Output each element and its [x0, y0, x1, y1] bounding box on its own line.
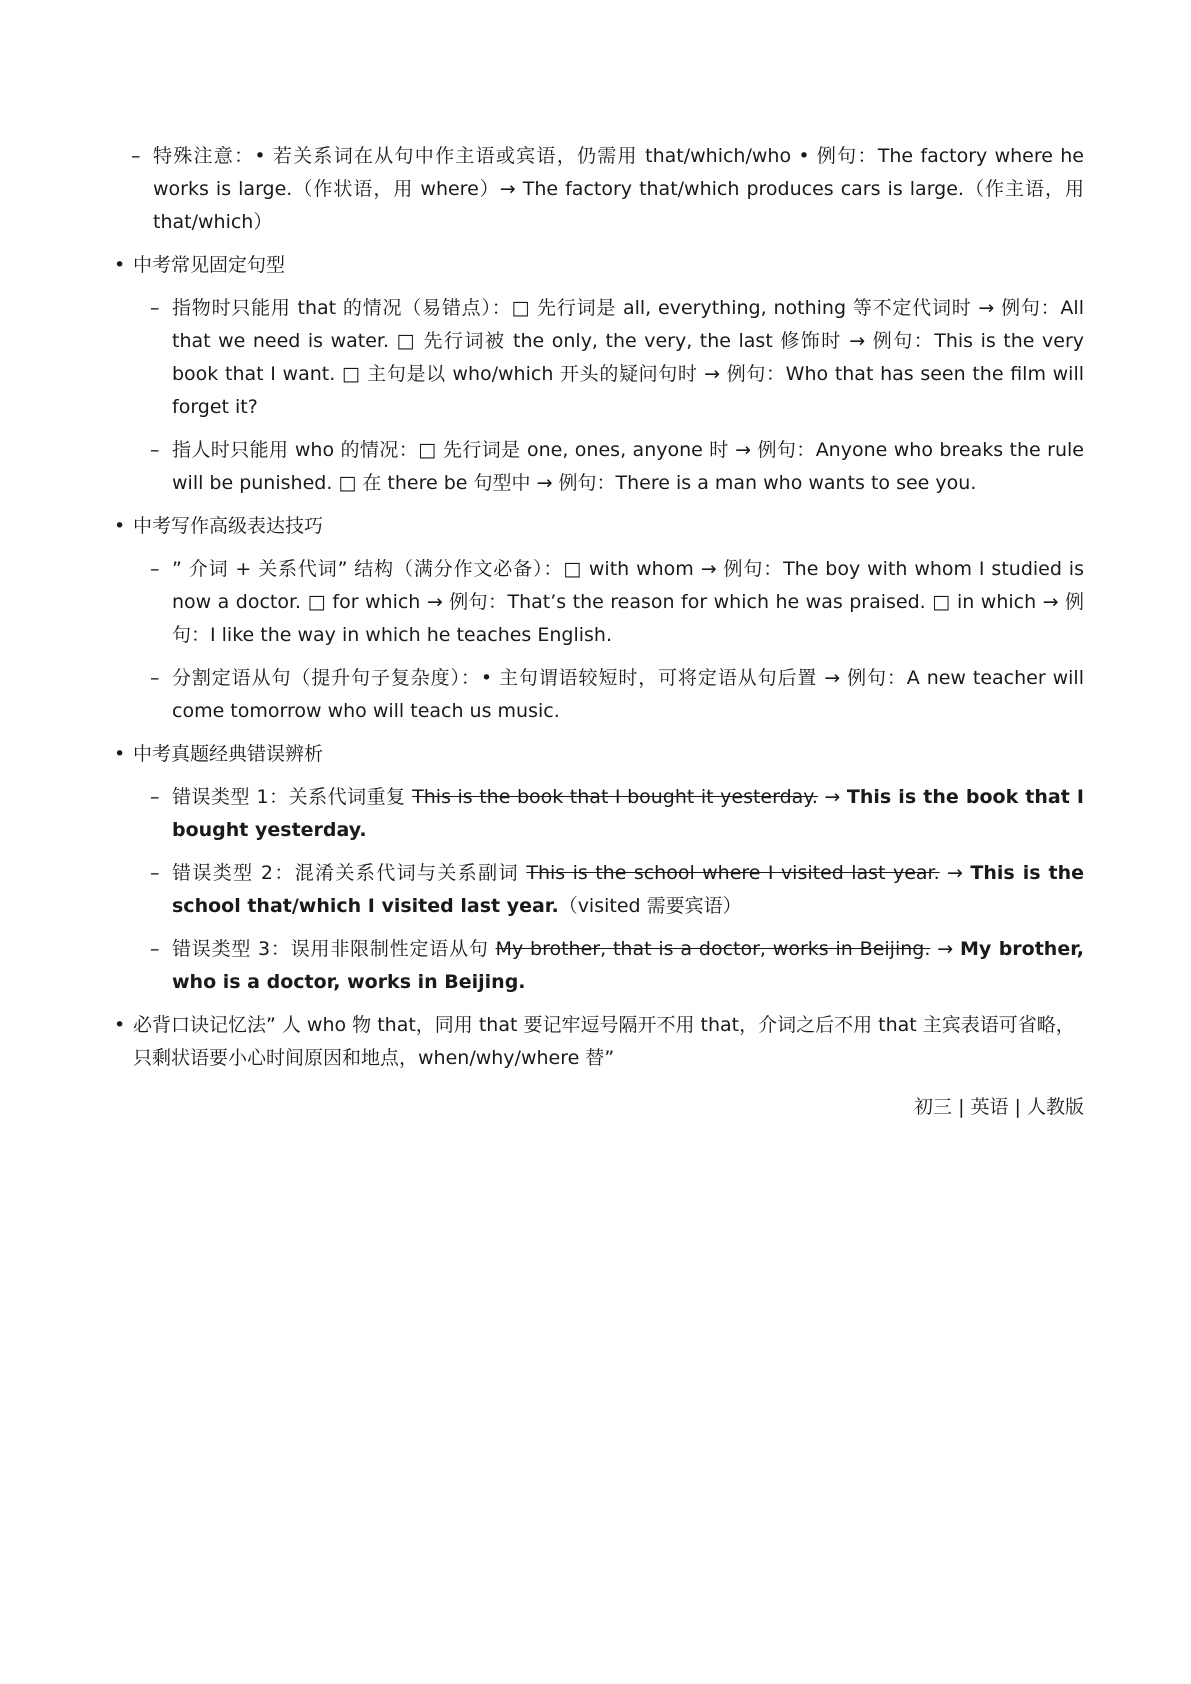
text-segment: ” 介词 + 关系代词” 结构（满分作文必备）：□ with whom → 例句：The boy with whom I studied is now a doctor. □ for which → 例句：That’s the reason for which he was praised. □ in which → 例句：I like the way in which he teaches English.	[172, 558, 1084, 646]
text-segment: →	[939, 862, 971, 884]
dash-marker: –	[150, 297, 160, 319]
section-item	[114, 510, 1084, 728]
sub-list-item	[133, 662, 1084, 728]
text-segment: （visited 需要宾语）	[558, 895, 742, 917]
section-title: 中考写作高级表达技巧	[133, 515, 324, 537]
dash-marker: –	[150, 786, 160, 808]
sub-list-item	[133, 434, 1084, 500]
text-segment: →	[817, 786, 847, 808]
outline-list	[114, 140, 1084, 1075]
text-segment: 指人时只能用 who 的情况：□ 先行词是 one, ones, anyone 时 → 例句：Anyone who breaks the rule will be punished. □ 在 there be 句型中 → 例句：There is a man who wants to see you.	[172, 439, 1084, 494]
text-segment: 指物时只能用 that 的情况（易错点）：□ 先行词是 all, everything, nothing 等不定代词时 → 例句：All that we need is water. □ 先行词被 the only, the very, the last 修饰时 → 例句：This is the very book that I want. □ 主句是以 who/which 开头的疑问句时 → 例句：Who that has seen the film will forget it?	[172, 297, 1084, 418]
section-item	[114, 1009, 1084, 1075]
sub-list-item	[133, 292, 1084, 424]
page-footer: 初三 | 英语 | 人教版	[914, 1096, 1084, 1118]
sub-list-item	[133, 553, 1084, 652]
sub-list	[133, 292, 1084, 500]
text-segment: 错误类型 1：关系代词重复	[172, 786, 413, 808]
incorrect-example: My brother, that is a doctor, works in Beijing.	[495, 938, 931, 960]
bullet-marker: •	[114, 743, 126, 765]
sub-list	[133, 553, 1084, 728]
dash-marker: –	[150, 558, 160, 580]
sub-list-item	[133, 781, 1084, 847]
text-segment: 分割定语从句（提升句子复杂度）：• 主句谓语较短时，可将定语从句后置 → 例句：A new teacher will come tomorrow who will teach us music.	[172, 667, 1084, 722]
sub-list-item	[133, 933, 1084, 999]
bullet-marker: •	[114, 254, 126, 276]
sub-list-item	[133, 857, 1084, 923]
section-item	[114, 738, 1084, 999]
dash-marker: –	[150, 667, 160, 689]
correct-example: This is the school that/which I visited last year.	[172, 862, 1085, 917]
page-content	[114, 140, 1084, 1085]
incorrect-example: This is the school where I visited last year.	[526, 862, 940, 884]
section-title: 中考真题经典错误辨析	[133, 743, 324, 765]
correct-example: My brother, who is a doctor, works in Beijing.	[172, 938, 1085, 993]
dash-marker: –	[150, 862, 160, 884]
sub-list	[133, 781, 1084, 999]
text-segment: 错误类型 2：混淆关系代词与关系副词	[172, 862, 527, 884]
sub-list-item	[114, 140, 1084, 239]
bullet-marker: •	[114, 1014, 126, 1036]
dash-marker: –	[131, 145, 141, 167]
dash-marker: –	[150, 938, 160, 960]
incorrect-example: This is the book that I bought it yesterday.	[412, 786, 818, 808]
text-segment: 特殊注意：• 若关系词在从句中作主语或宾语，仍需用 that/which/who • 例句：The factory where he works is large.（作状语，用 where）→ The factory that/which produces cars is large.（作主语，用 that/which）	[153, 145, 1084, 233]
text-segment: 错误类型 3：误用非限制性定语从句	[172, 938, 496, 960]
section-item	[114, 249, 1084, 500]
section-title: 中考常见固定句型	[133, 254, 286, 276]
text-segment: →	[930, 938, 960, 960]
correct-example: This is the book that I bought yesterday.	[172, 786, 1085, 841]
section-title: 必背口诀记忆法” 人 who 物 that，同用 that 要记牢逗号隔开不用 that，介词之后不用 that 主宾表语可省略，只剩状语要小心时间原因和地点，when/why/where 替”	[133, 1014, 1075, 1069]
dash-marker: –	[150, 439, 160, 461]
bullet-marker: •	[114, 515, 126, 537]
